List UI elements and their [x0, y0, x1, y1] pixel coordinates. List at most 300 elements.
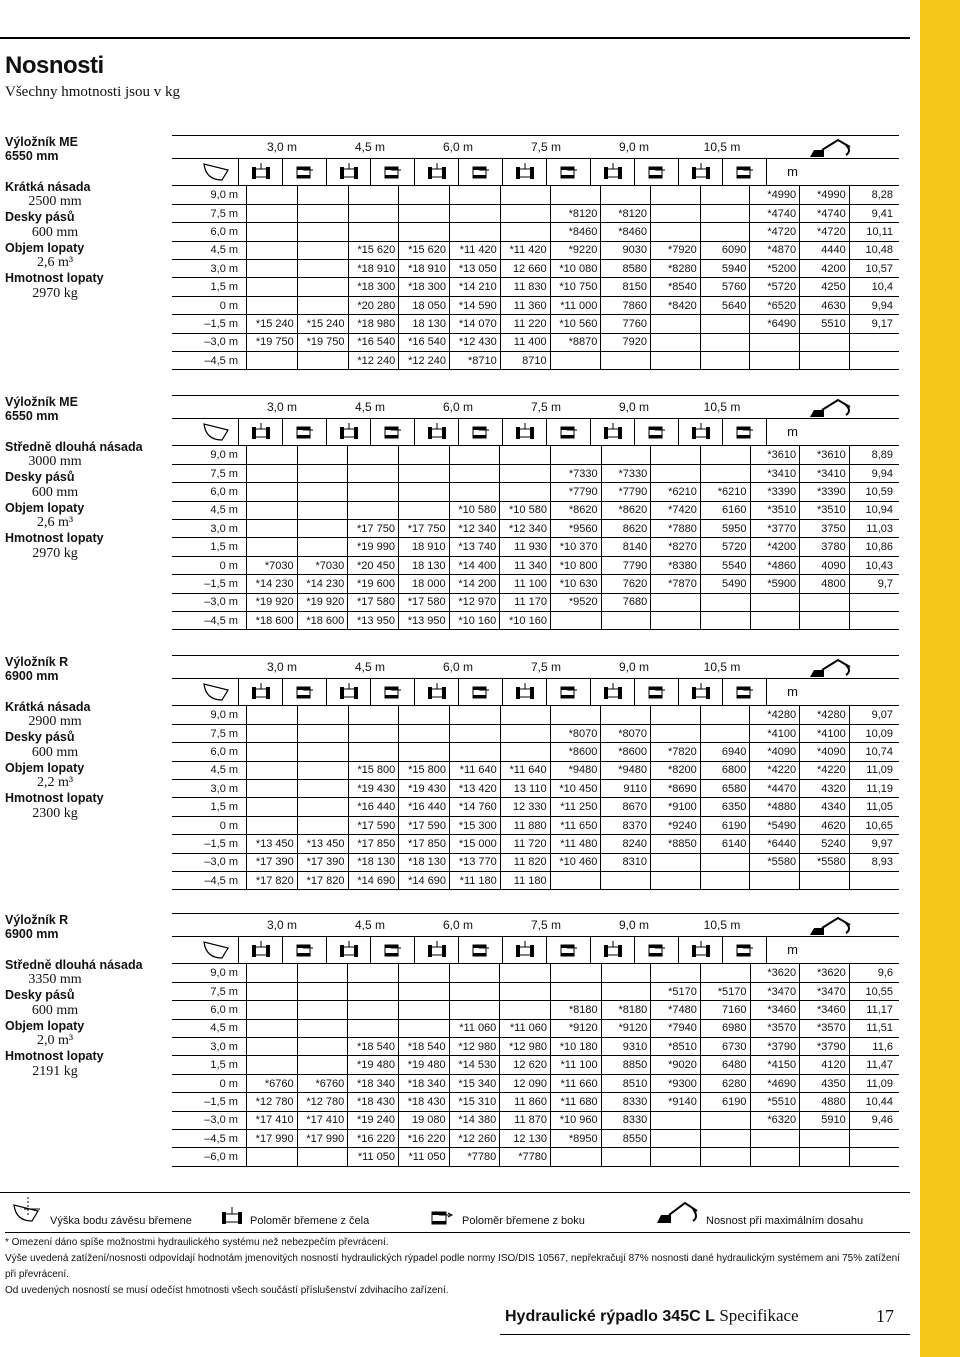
- value-cell: [849, 593, 899, 611]
- value-cell: [246, 1019, 297, 1037]
- value-cell: [398, 964, 449, 982]
- value-cell: [450, 743, 501, 761]
- height-cell: –4,5 m: [172, 872, 247, 890]
- value-cell: *14 400: [449, 556, 500, 574]
- value-cell: *7480: [651, 1001, 701, 1019]
- icon-cell: [546, 679, 590, 705]
- icon-cell: [634, 159, 678, 185]
- value-cell: 5950: [700, 520, 750, 538]
- value-cell: 19 080: [398, 1111, 449, 1129]
- height-cell: –3,0 m: [172, 853, 247, 871]
- icon-cell: [678, 159, 722, 185]
- height-cell: 9,0 m: [172, 706, 247, 724]
- height-cell: –1,5 m: [172, 575, 246, 593]
- front-load-icon: [250, 163, 272, 181]
- value-cell: *6320: [750, 1111, 800, 1129]
- radius-label: 4,5 m: [354, 140, 385, 154]
- value-cell: *14 210: [450, 278, 501, 296]
- value-cell: *14 760: [450, 798, 501, 816]
- value-cell: 4340: [800, 798, 850, 816]
- table-row: [172, 483, 899, 501]
- value-cell: *11 680: [550, 1093, 601, 1111]
- value-cell: *8180: [601, 1001, 651, 1019]
- value-cell: 6480: [700, 1056, 750, 1074]
- value-cell: *15 300: [450, 816, 501, 834]
- value-cell: *11 250: [550, 798, 601, 816]
- value-cell: 11,47: [849, 1056, 899, 1074]
- value-cell: [247, 780, 298, 798]
- height-cell: –4,5 m: [172, 1130, 246, 1148]
- spec-label: Objem lopaty: [5, 240, 85, 255]
- value-cell: [700, 464, 750, 482]
- icon-cell: [326, 679, 370, 705]
- value-cell: [550, 982, 601, 1000]
- value-cell: *6760: [297, 1074, 348, 1092]
- side-load-icon: [734, 163, 756, 181]
- value-cell: [399, 706, 450, 724]
- spec-label: Hmotnost lopaty: [5, 791, 104, 806]
- radius-label: 9,0 m: [618, 140, 649, 154]
- value-cell: *8710: [450, 352, 501, 370]
- value-cell: 6730: [700, 1038, 750, 1056]
- value-cell: *9480: [550, 761, 601, 779]
- value-cell: 6190: [700, 1093, 750, 1111]
- value-cell: *16 440: [348, 798, 399, 816]
- value-cell: [297, 798, 348, 816]
- icon-cell: [282, 937, 326, 963]
- value-cell: 9310: [601, 1038, 651, 1056]
- front-load-icon: [514, 423, 536, 441]
- value-cell: 5540: [700, 556, 750, 574]
- value-cell: [348, 446, 399, 464]
- value-cell: [348, 204, 399, 222]
- side-load-icon: [470, 163, 492, 181]
- side-load-icon: [646, 683, 668, 701]
- value-cell: [500, 964, 551, 982]
- unit-cell: [766, 419, 810, 445]
- value-cell: 5910: [800, 1111, 850, 1129]
- value-cell: [246, 982, 297, 1000]
- value-cell: 6800: [700, 761, 750, 779]
- value-cell: *4100: [750, 724, 800, 742]
- table-row: [172, 575, 899, 593]
- value-cell: *14 200: [449, 575, 500, 593]
- radius-label: 9,0 m: [618, 660, 649, 674]
- value-cell: *11 060: [500, 1019, 551, 1037]
- front-load-icon: [514, 941, 536, 959]
- value-cell: 4620: [800, 816, 850, 834]
- height-cell: 7,5 m: [172, 204, 247, 222]
- footnote-1: * Omezení dáno spíše možnostmi hydraulického systému než nebezpečím převrácení.: [5, 1237, 389, 1248]
- side-load-icon: [734, 423, 756, 441]
- radius-label: 6,0 m: [442, 660, 473, 674]
- table-row: [172, 204, 899, 222]
- max-reach-icon: [655, 1197, 701, 1227]
- max-reach-icon: [808, 137, 854, 164]
- value-cell: [601, 446, 651, 464]
- icon-cell: [458, 419, 502, 445]
- value-cell: [700, 446, 750, 464]
- value-cell: 10,55: [849, 982, 899, 1000]
- table-row: [172, 724, 899, 742]
- value-cell: 8330: [601, 1111, 651, 1129]
- value-cell: [700, 186, 750, 204]
- height-cell: 4,5 m: [172, 501, 246, 519]
- front-load-icon: [250, 683, 272, 701]
- table-row: [172, 982, 899, 1000]
- value-cell: *13 450: [247, 835, 298, 853]
- height-cell: –1,5 m: [172, 835, 247, 853]
- value-cell: [750, 1148, 800, 1166]
- value-cell: 4800: [800, 575, 850, 593]
- value-cell: [550, 1148, 601, 1166]
- value-cell: [700, 1130, 750, 1148]
- value-cell: 9110: [601, 780, 651, 798]
- value-cell: *11 420: [450, 241, 501, 259]
- value-cell: *15 000: [450, 835, 501, 853]
- icon-cell: [414, 419, 458, 445]
- value-cell: [398, 464, 449, 482]
- value-cell: *18 130: [348, 853, 399, 871]
- side-load-icon: [558, 423, 580, 441]
- value-cell: *10 180: [550, 1038, 601, 1056]
- value-cell: *15 800: [399, 761, 450, 779]
- value-cell: 11 340: [500, 556, 551, 574]
- value-cell: 4320: [800, 780, 850, 798]
- side-load-icon: [646, 163, 668, 181]
- value-cell: [247, 724, 298, 742]
- value-cell: *12 430: [450, 333, 501, 351]
- value-cell: *18 130: [399, 853, 450, 871]
- icon-cell: [282, 159, 326, 185]
- value-cell: 10,74: [849, 743, 899, 761]
- value-cell: *7790: [601, 483, 651, 501]
- value-cell: *17 750: [348, 520, 399, 538]
- value-cell: *3470: [750, 982, 800, 1000]
- spec-value: 2,6 m³: [36, 255, 74, 271]
- value-cell: *3390: [800, 483, 850, 501]
- value-cell: 10,44: [849, 1093, 899, 1111]
- value-cell: *4870: [750, 241, 800, 259]
- value-cell: *15 240: [247, 315, 298, 333]
- icon-cell: [502, 937, 546, 963]
- height-cell: 1,5 m: [172, 1056, 246, 1074]
- spec-label: Výložník R: [5, 655, 69, 669]
- bucket-height-icon: [10, 1195, 44, 1225]
- value-cell: [651, 612, 701, 630]
- table-row: [172, 315, 899, 333]
- icon-cell: [238, 679, 282, 705]
- unit-cell: [766, 159, 810, 185]
- value-cell: *15 620: [348, 241, 399, 259]
- height-cell: 9,0 m: [172, 186, 247, 204]
- spec-label: 6550 mm: [5, 409, 59, 424]
- front-load-icon: [220, 1207, 246, 1229]
- value-cell: [449, 1001, 500, 1019]
- table-row: [172, 520, 899, 538]
- radius-label: 3,0 m: [266, 140, 297, 154]
- value-cell: *11 180: [450, 872, 501, 890]
- value-cell: 9,41: [849, 204, 899, 222]
- value-cell: [398, 483, 449, 501]
- value-cell: *3570: [750, 1019, 800, 1037]
- value-cell: *8950: [550, 1130, 601, 1148]
- value-cell: [700, 964, 750, 982]
- value-cell: 11 830: [500, 278, 550, 296]
- value-cell: *10 560: [550, 315, 601, 333]
- value-cell: [450, 706, 501, 724]
- value-cell: [651, 1130, 701, 1148]
- value-cell: [500, 1001, 551, 1019]
- spec-label: Hmotnost lopaty: [5, 271, 104, 286]
- value-cell: [601, 186, 651, 204]
- legend-height-label: Výška bodu závěsu břemene: [50, 1215, 192, 1227]
- value-cell: *19 990: [348, 538, 399, 556]
- radius-label: 6,0 m: [442, 140, 473, 154]
- radius-header: [172, 913, 899, 936]
- value-cell: 7680: [601, 593, 651, 611]
- value-cell: [247, 352, 298, 370]
- table-row: [172, 1056, 899, 1074]
- value-cell: [348, 724, 399, 742]
- value-cell: 11,6: [849, 1038, 899, 1056]
- value-cell: [651, 964, 701, 982]
- value-cell: [297, 1148, 348, 1166]
- yellow-side-band: [920, 0, 960, 1357]
- height-cell: 3,0 m: [172, 520, 246, 538]
- value-cell: [800, 1130, 850, 1148]
- value-cell: *8120: [601, 204, 651, 222]
- value-cell: 8370: [601, 816, 651, 834]
- height-cell: –3,0 m: [172, 593, 246, 611]
- value-cell: [297, 816, 348, 834]
- capacity-table: [172, 655, 899, 890]
- front-load-icon: [602, 163, 624, 181]
- value-cell: *3510: [750, 501, 800, 519]
- value-cell: *17 990: [246, 1130, 297, 1148]
- value-cell: [750, 333, 800, 351]
- value-cell: [449, 464, 500, 482]
- height-cell: –1,5 m: [172, 1093, 246, 1111]
- table-row: [172, 612, 899, 630]
- value-cell: *19 430: [348, 780, 399, 798]
- table-row: [172, 1038, 899, 1056]
- radius-label: 10,5 m: [703, 140, 741, 154]
- value-cell: *10 450: [550, 780, 601, 798]
- value-cell: *3410: [800, 464, 850, 482]
- front-load-icon: [602, 683, 624, 701]
- value-cell: *16 220: [398, 1130, 449, 1148]
- value-cell: *17 850: [348, 835, 399, 853]
- height-cell: 0 m: [172, 1074, 246, 1092]
- value-cell: 6350: [700, 798, 750, 816]
- value-cell: *9140: [651, 1093, 701, 1111]
- value-cell: [297, 223, 348, 241]
- value-cell: *19 750: [297, 333, 348, 351]
- footer-rule: [500, 1334, 910, 1335]
- value-cell: *13 950: [348, 612, 399, 630]
- configuration-spec: [5, 135, 165, 302]
- value-cell: *3620: [800, 964, 850, 982]
- value-cell: [601, 1148, 651, 1166]
- spec-label: Hmotnost lopaty: [5, 1049, 104, 1064]
- value-cell: [651, 315, 701, 333]
- value-cell: 8,28: [849, 186, 899, 204]
- spec-label: Středně dlouhá násada: [5, 439, 143, 454]
- value-cell: 5510: [800, 315, 850, 333]
- value-cell: *3620: [750, 964, 800, 982]
- value-cell: 11 820: [500, 853, 550, 871]
- spec-value: 600 mm: [31, 744, 79, 760]
- value-cell: *8460: [550, 223, 601, 241]
- value-cell: [246, 1148, 297, 1166]
- value-cell: *8180: [550, 1001, 601, 1019]
- value-cell: *9120: [550, 1019, 601, 1037]
- value-cell: 8850: [601, 1056, 651, 1074]
- value-cell: *13 420: [450, 780, 501, 798]
- front-load-icon: [338, 423, 360, 441]
- value-cell: 6140: [700, 835, 750, 853]
- spec-label: Krátká násada: [5, 179, 91, 194]
- value-cell: *13 740: [449, 538, 500, 556]
- value-cell: *18 600: [297, 612, 348, 630]
- side-load-icon: [558, 941, 580, 959]
- value-cell: [700, 1111, 750, 1129]
- table-row: [172, 538, 899, 556]
- value-cell: [247, 278, 298, 296]
- value-cell: [348, 1001, 399, 1019]
- value-cell: *6210: [700, 483, 750, 501]
- value-cell: *8200: [651, 761, 701, 779]
- value-cell: 8710: [500, 352, 550, 370]
- radius-label: 3,0 m: [266, 660, 297, 674]
- unit-label: m: [787, 942, 798, 957]
- value-cell: 12 130: [500, 1130, 551, 1148]
- value-cell: *11 640: [500, 761, 550, 779]
- page-subtitle: Všechny hmotnosti jsou v kg: [5, 84, 180, 100]
- table-row: [172, 872, 899, 890]
- value-cell: *4740: [750, 204, 800, 222]
- value-cell: [700, 612, 750, 630]
- table-row: [172, 1001, 899, 1019]
- value-cell: *12 240: [348, 352, 399, 370]
- value-cell: [601, 964, 651, 982]
- spec-value: 2500 mm: [28, 194, 82, 210]
- icon-cell: [238, 159, 282, 185]
- value-cell: [750, 1130, 800, 1148]
- value-cell: 8,93: [849, 853, 899, 871]
- icon-cell: [502, 159, 546, 185]
- value-cell: [849, 352, 899, 370]
- value-cell: [601, 872, 651, 890]
- value-cell: *18 540: [348, 1038, 399, 1056]
- value-cell: 6980: [700, 1019, 750, 1037]
- value-cell: 9,17: [849, 315, 899, 333]
- value-cell: *4720: [750, 223, 800, 241]
- icon-cell: [414, 679, 458, 705]
- value-cell: *11 100: [550, 1056, 601, 1074]
- side-load-icon: [294, 941, 316, 959]
- value-cell: [297, 241, 348, 259]
- value-cell: [700, 853, 750, 871]
- value-cell: *7920: [651, 241, 701, 259]
- value-cell: *6760: [246, 1074, 297, 1092]
- spec-value: 2970 kg: [32, 285, 78, 301]
- spec-value: 2191 kg: [32, 1063, 78, 1079]
- value-cell: *4220: [800, 761, 850, 779]
- value-cell: *19 600: [348, 575, 399, 593]
- value-cell: *5720: [750, 278, 800, 296]
- table-row: [172, 593, 899, 611]
- value-cell: 11 220: [500, 315, 550, 333]
- legend: [0, 1192, 910, 1233]
- value-cell: *7820: [651, 743, 701, 761]
- value-cell: [246, 1056, 297, 1074]
- value-cell: *5580: [800, 853, 850, 871]
- value-cell: [297, 780, 348, 798]
- value-cell: *13 950: [398, 612, 449, 630]
- radius-label: 7,5 m: [530, 400, 561, 414]
- value-cell: [651, 724, 701, 742]
- radius-label: 10,5 m: [703, 918, 741, 932]
- value-cell: *7870: [651, 575, 701, 593]
- value-cell: *9240: [651, 816, 701, 834]
- spec-label: 6550 mm: [5, 149, 59, 164]
- value-cell: *17 410: [297, 1111, 348, 1129]
- value-cell: [849, 872, 899, 890]
- value-cell: [247, 743, 298, 761]
- icon-cell: [722, 419, 766, 445]
- value-cell: *12 980: [449, 1038, 500, 1056]
- value-cell: *8690: [651, 780, 701, 798]
- value-cell: 8,89: [849, 446, 899, 464]
- value-cell: *10 960: [550, 1111, 601, 1129]
- icon-cell: [370, 937, 414, 963]
- table-row: [172, 446, 899, 464]
- value-cell: *10 750: [550, 278, 601, 296]
- value-cell: [700, 593, 750, 611]
- value-cell: [651, 204, 701, 222]
- value-cell: [550, 612, 601, 630]
- value-cell: [700, 204, 750, 222]
- value-cell: *8070: [550, 724, 601, 742]
- value-cell: [651, 464, 701, 482]
- value-cell: 8140: [601, 538, 651, 556]
- icon-cell: [414, 159, 458, 185]
- value-cell: *3510: [800, 501, 850, 519]
- table-row: [172, 501, 899, 519]
- side-load-icon: [382, 163, 404, 181]
- value-cell: [297, 1001, 348, 1019]
- value-cell: *3470: [800, 982, 850, 1000]
- value-cell: [398, 982, 449, 1000]
- value-cell: [247, 296, 298, 314]
- value-cell: *4280: [750, 706, 800, 724]
- side-load-icon: [470, 941, 492, 959]
- front-load-icon: [250, 423, 272, 441]
- spec-label: Výložník ME: [5, 135, 78, 149]
- height-cell: 9,0 m: [172, 446, 246, 464]
- value-cell: [297, 706, 348, 724]
- value-cell: *4860: [750, 556, 800, 574]
- max-reach-icon: [808, 915, 854, 942]
- legend-max-label: Nosnost při maximálním dosahu: [706, 1215, 864, 1227]
- value-cell: *8120: [550, 204, 601, 222]
- value-cell: 11,05: [849, 798, 899, 816]
- radius-label: 9,0 m: [618, 918, 649, 932]
- value-cell: [449, 982, 500, 1000]
- front-load-icon: [602, 941, 624, 959]
